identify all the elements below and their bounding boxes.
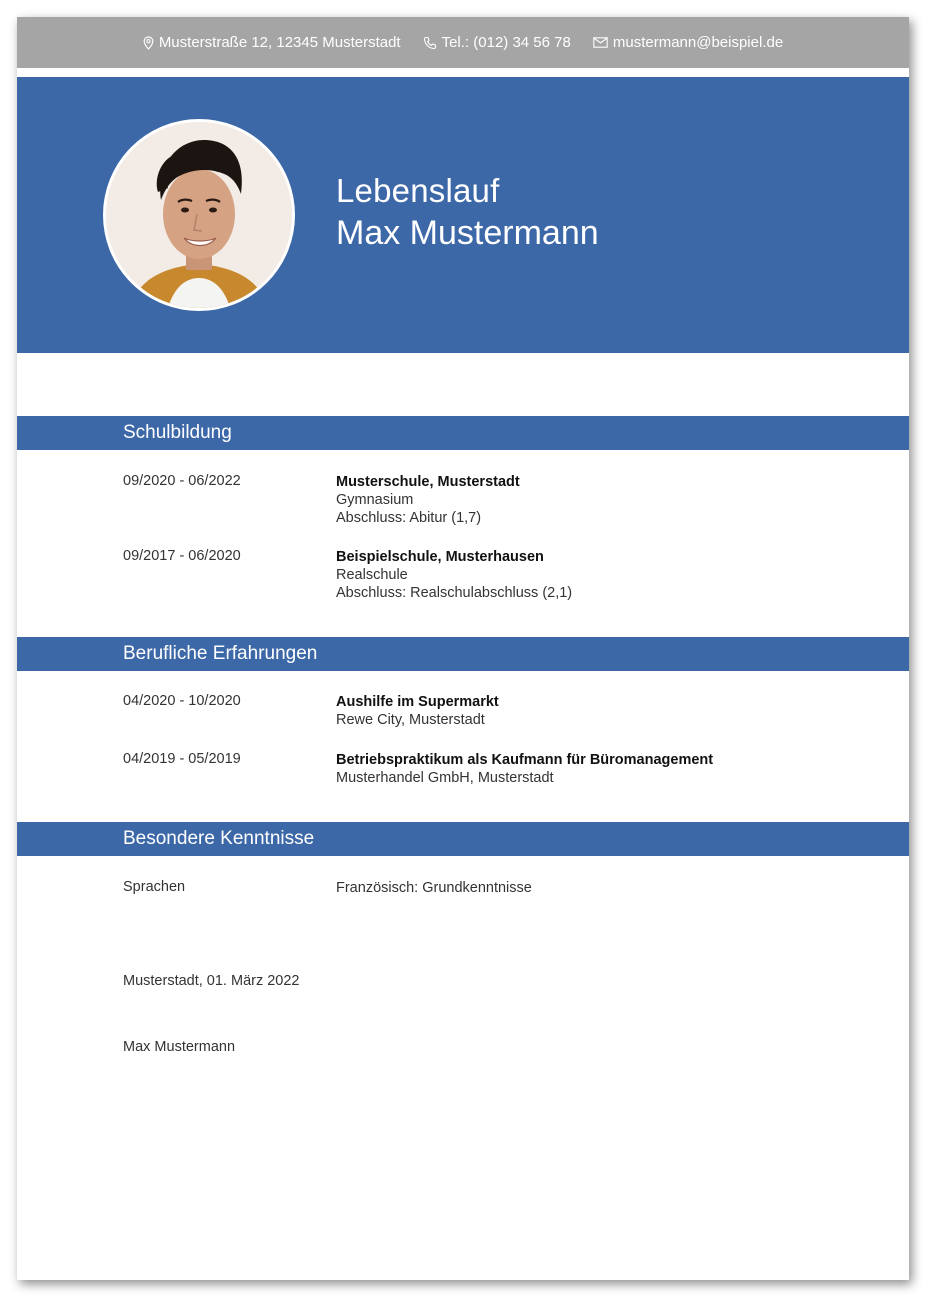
profile-photo <box>103 119 295 311</box>
section-header-education <box>17 416 909 450</box>
mail-icon <box>593 37 608 48</box>
section-title: Schulbildung <box>123 422 232 443</box>
skill-value: Französisch: Grundkenntnisse <box>336 880 532 896</box>
email-text[interactable]: mustermann@beispiel.de <box>612 34 784 51</box>
contact-phone <box>423 34 571 51</box>
entry-line: Gymnasium <box>336 492 414 508</box>
entry-heading: Musterschule, Musterstadt <box>336 474 520 490</box>
entry-line: Rewe City, Musterstadt <box>336 712 485 728</box>
entry-details <box>336 548 572 602</box>
signature-name: Max Mustermann <box>123 1039 236 1055</box>
applicant-name: Max Mustermann <box>336 214 599 252</box>
entry-date: 09/2017 - 06/2020 <box>123 548 241 564</box>
section-title: Besondere Kenntnisse <box>123 828 315 849</box>
contact-bar <box>17 17 909 68</box>
address-text: Musterstraße 12, 12345 Musterstadt <box>158 34 401 51</box>
phone-text[interactable]: Tel.: (012) 34 56 78 <box>441 34 571 51</box>
entry-date: 04/2019 - 05/2019 <box>123 751 241 767</box>
entry-details <box>336 751 713 787</box>
entry-details <box>336 693 499 729</box>
entry-details <box>336 473 520 527</box>
entry-date: 04/2020 - 10/2020 <box>123 693 241 709</box>
cv-page <box>17 17 909 1280</box>
contact-address <box>143 34 401 51</box>
phone-icon <box>423 36 437 50</box>
contact-email <box>593 34 783 51</box>
entry-line: Abschluss: Realschulabschluss (2,1) <box>336 585 573 601</box>
entry-line: Abschluss: Abitur (1,7) <box>336 510 482 526</box>
section-header-skills <box>17 822 909 856</box>
entry-line: Realschule <box>336 567 408 583</box>
entry-heading: Betriebspraktikum als Kaufmann für Büromanagement <box>336 752 714 768</box>
place-date: Musterstadt, 01. März 2022 <box>123 973 300 989</box>
entry-line: Musterhandel GmbH, Musterstadt <box>336 770 554 786</box>
location-pin-icon <box>143 36 154 50</box>
entry-heading: Aushilfe im Supermarkt <box>336 694 499 710</box>
skill-label: Sprachen <box>123 879 186 895</box>
entry-date: 09/2020 - 06/2022 <box>123 473 241 489</box>
document-title: Lebenslauf <box>336 172 500 209</box>
entry-heading: Beispielschule, Musterhausen <box>336 549 544 565</box>
section-header-experience <box>17 637 909 671</box>
section-title: Berufliche Erfahrungen <box>123 643 318 664</box>
header-banner <box>17 77 909 353</box>
